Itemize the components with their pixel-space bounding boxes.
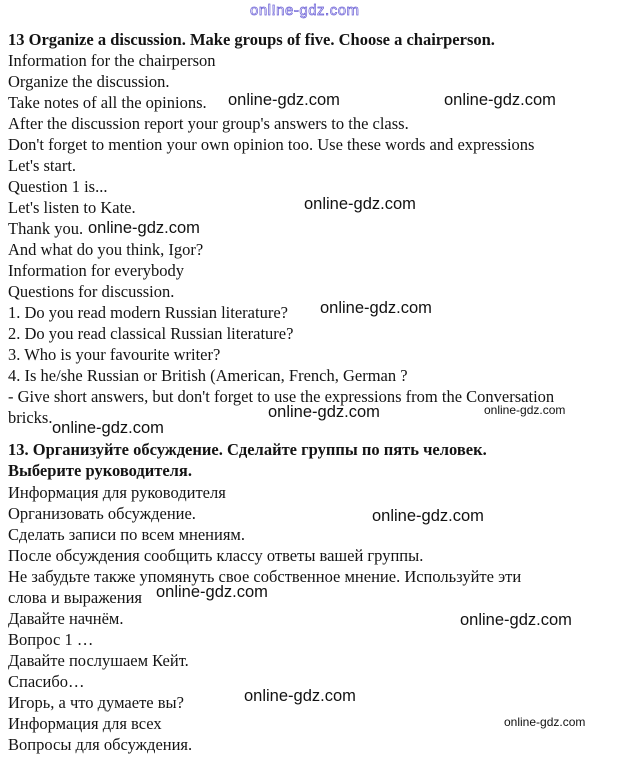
text-line: - Give short answers, but don't forget to use the expressions from the Conversation [8, 387, 555, 406]
watermark: online-gdz.com [52, 419, 164, 437]
text-line: Давайте начнём. [8, 609, 124, 628]
exercise-heading-ru: 13. Организуйте обсуждение. Сделайте группы по пять человек. [8, 440, 487, 459]
text-line: Let's listen to Kate. [8, 198, 136, 217]
question-item: 2. Do you read classical Russian literature? [8, 324, 294, 343]
text-line: После обсуждения сообщить классу ответы вашей группы. [8, 546, 424, 565]
watermark: online-gdz.com [304, 195, 416, 213]
watermark: online-gdz.com [504, 715, 586, 729]
text-line: Не забудьте также упомянуть свое собственное мнение. Используйте эти [8, 567, 522, 586]
text-line: Вопросы для обсуждения. [8, 735, 193, 754]
text-line: And what do you think, Igor? [8, 240, 204, 259]
question-item: 1. Do you read modern Russian literature? [8, 303, 288, 322]
text-line: Игорь, а что думаете вы? [8, 693, 184, 712]
text-line: Информация для всех [8, 714, 162, 733]
watermark: online-gdz.com [320, 299, 432, 317]
watermark: online-gdz.com [156, 583, 268, 601]
text-line: слова и выражения [8, 588, 142, 607]
text-line: Information for the chairperson [8, 51, 216, 70]
exercise-heading-en: 13 Organize a discussion. Make groups of five. Choose a chairperson. [8, 30, 495, 49]
text-line: bricks. [8, 408, 53, 427]
text-line: After the discussion report your group's answers to the class. [8, 114, 409, 133]
text-line: Don't forget to mention your own opinion too. Use these words and expressions [8, 135, 535, 154]
text-line: Take notes of all the opinions. [8, 93, 207, 112]
text-line: Вопрос 1 … [8, 630, 94, 649]
watermark: online-gdz.com [228, 91, 340, 109]
question-item: 4. Is he/she Russian or British (American, French, German ? [8, 366, 408, 385]
watermark: online-gdz.com [460, 611, 572, 629]
watermark: online-gdz.com [444, 91, 556, 109]
watermark: online-gdz.com [372, 507, 484, 525]
question-item: 3. Who is your favourite writer? [8, 345, 221, 364]
watermark: online-gdz.com [484, 403, 566, 417]
text-line: Questions for discussion. [8, 282, 175, 301]
text-line: Сделать записи по всем мнениям. [8, 525, 246, 544]
watermark: online-gdz.com [244, 687, 356, 705]
top-watermark: onl!ne-gdz.com [250, 2, 360, 19]
exercise-heading-ru-cont: Выберите руководителя. [8, 461, 192, 480]
watermark: online-gdz.com [88, 219, 200, 237]
text-line: Information for everybody [8, 261, 184, 280]
text-line: Организовать обсуждение. [8, 504, 196, 523]
text-line: Thank you. [8, 219, 84, 238]
text-line: Спасибо… [8, 672, 85, 691]
text-line: Question 1 is... [8, 177, 108, 196]
text-line: Organize the discussion. [8, 72, 170, 91]
watermark: online-gdz.com [268, 403, 380, 421]
text-line: Давайте послушаем Кейт. [8, 651, 189, 670]
text-line: Let's start. [8, 156, 77, 175]
text-line: Информация для руководителя [8, 483, 226, 502]
